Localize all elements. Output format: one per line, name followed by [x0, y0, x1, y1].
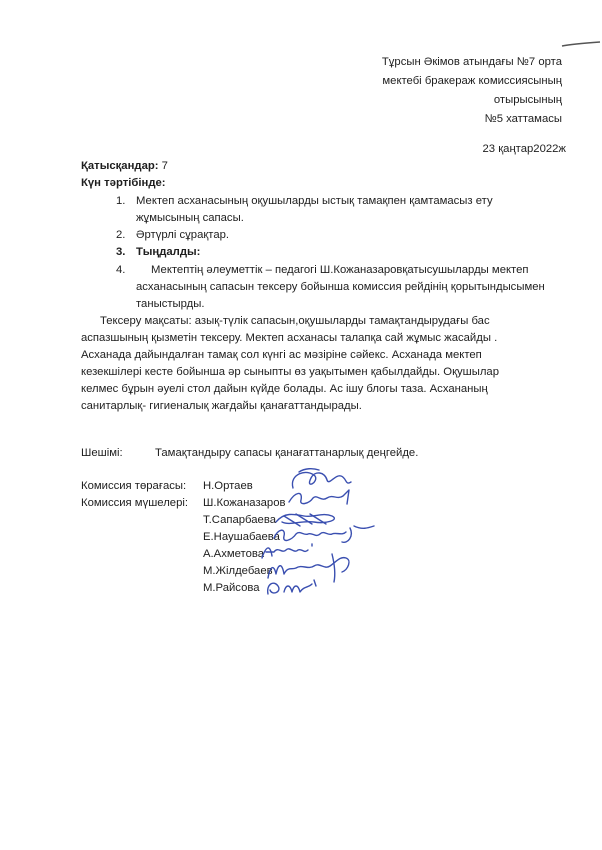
commission-member: Т.Сапарбаева: [203, 514, 276, 526]
report-line: Тексеру мақсаты: азық-түлік сапасын,оқушыларды тамақтандырудағы бас: [100, 315, 490, 327]
agenda-item-text: Мектеп асханасының оқушыларды ыстық тамақпен қамтамасыз ету: [136, 195, 493, 207]
commission-member: Е.Наушабаева: [203, 531, 280, 543]
report-line: келмес бұрын әуелі стол дайын күйде болады. Ас ішу блогы таза. Асхананың: [81, 383, 488, 395]
attendees: [81, 160, 168, 172]
commission-chair-name: Н.Ортаев: [203, 480, 253, 492]
commission-member: Ш.Кожаназаров: [203, 497, 286, 509]
agenda-item-text: Әртүрлі сұрақтар.: [136, 229, 230, 241]
agenda-item-text: Тыңдалды:: [136, 246, 201, 258]
agenda-item-number: 3.: [116, 246, 126, 258]
agenda-item-text: асханасының сапасын тексеру бойынша комиссия рейдінің қорытындысымен: [136, 281, 545, 293]
commission-member: М.Жілдебаев: [203, 565, 273, 577]
agenda-item-text: Мектептің әлеуметтік – педагогі Ш.Кожаназаровқатысушыларды мектеп: [151, 264, 529, 276]
agenda-item-text: таныстырды.: [136, 298, 205, 310]
report-line: кезекшілері кесте бойынша әр сыныпты өз уақытымен қабылдайды. Оқушылар: [81, 366, 500, 378]
header-line-1: Тұрсын Әкімов атындағы №7 орта: [381, 56, 562, 68]
attendees-label: Қатысқандар:: [81, 160, 159, 172]
commission-member: М.Райсова: [203, 582, 260, 594]
signature-kozhanazarov: [285, 486, 355, 510]
header-line-4: №5 хаттамасы: [484, 113, 562, 125]
decision-text: Тамақтандыру сапасы қанағаттанарлық деңгейде.: [155, 447, 419, 459]
commission-member: А.Ахметова: [203, 548, 265, 560]
header-line-3: отырысының: [493, 94, 562, 106]
agenda-item-number: 4.: [116, 264, 126, 276]
attendees-count: 7: [161, 160, 168, 172]
decision-label: Шешімі:: [81, 447, 123, 459]
agenda-item-number: 1.: [116, 195, 126, 207]
document-date: 23 қаңтар2022ж: [482, 143, 566, 155]
commission-chair-label: Комиссия төрағасы:: [81, 480, 187, 492]
report-line: санитарлық- гигиеналық жағдайы қанағаттандырады.: [81, 400, 362, 412]
commission-members-label: Комиссия мүшелері:: [81, 497, 188, 509]
header-line-2: мектебі бракераж комиссиясының: [382, 75, 562, 87]
scan-edge-mark: [560, 38, 602, 50]
report-line: аспазшының қызметін тексеру. Мектеп асханасы талапқа сай жұмыс жасайды .: [81, 332, 498, 344]
agenda-title: Күн тәртібінде:: [81, 177, 166, 189]
agenda-item-text: жұмысының сапасы.: [136, 212, 244, 224]
report-line: Асханада дайындалған тамақ сол күнгі ас мәзіріне сәйекс. Асханада мектеп: [81, 349, 482, 361]
agenda-item-number: 2.: [116, 229, 126, 241]
signature-raysova: [262, 576, 322, 600]
